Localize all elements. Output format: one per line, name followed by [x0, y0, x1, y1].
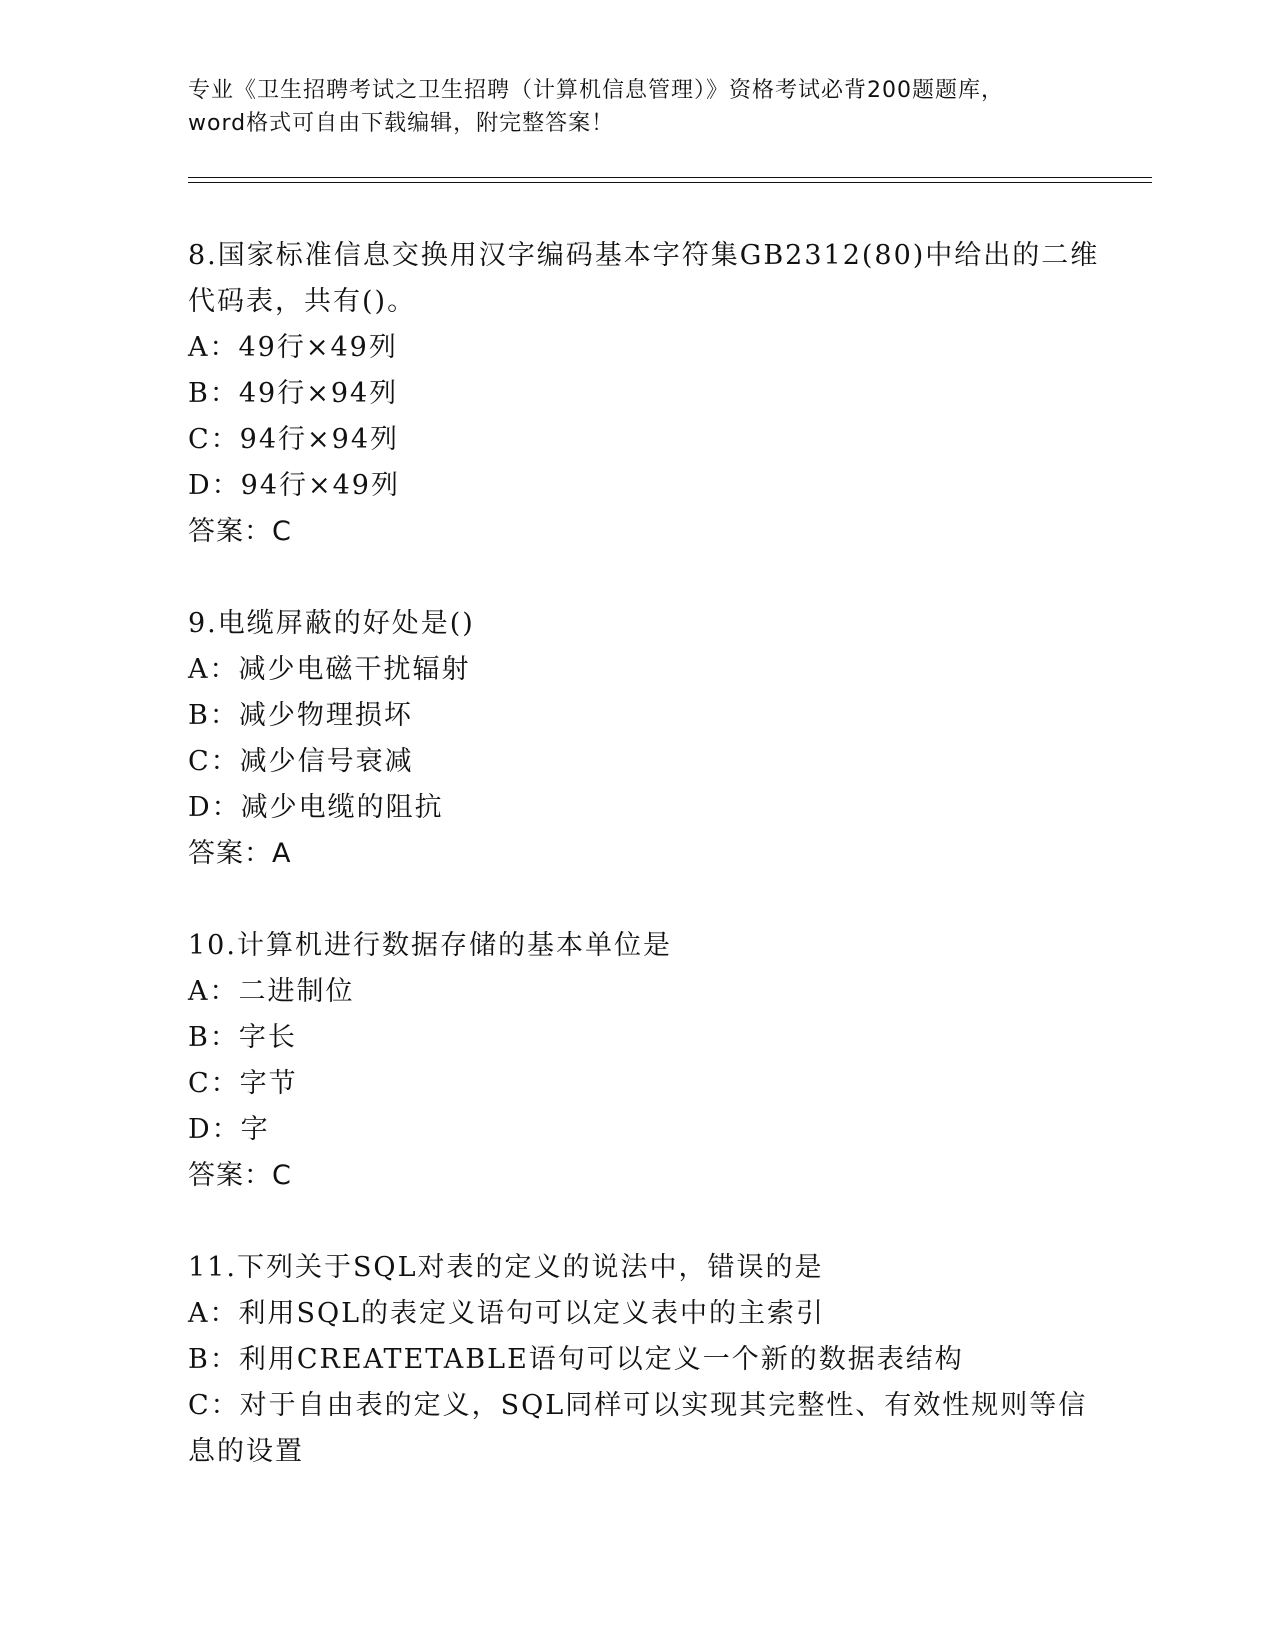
question-stem: 8.国家标准信息交换用汉字编码基本字符集GB2312(80)中给出的二维	[188, 240, 1100, 271]
question-10	[188, 923, 1068, 1199]
header-line-2: word格式可自由下载编辑，附完整答案！	[188, 111, 615, 136]
document-header	[188, 74, 1088, 140]
option-b: B：减少物理损坏	[188, 700, 413, 731]
option-b: B：字长	[188, 1022, 297, 1053]
option-c: C：对于自由表的定义，SQL同样可以实现其完整性、有效性规则等信	[188, 1390, 1088, 1421]
question-11	[188, 1245, 1088, 1475]
option-a: A：49行×49列	[188, 332, 398, 363]
header-divider-top	[188, 177, 1152, 178]
answer-label: 答案：A	[188, 838, 292, 869]
question-stem: 10.计算机进行数据存储的基本单位是	[188, 930, 672, 961]
option-d: D：减少电缆的阻抗	[188, 792, 444, 823]
option-c: C：94行×94列	[188, 424, 399, 455]
option-a: A：利用SQL的表定义语句可以定义表中的主索引	[188, 1298, 826, 1329]
option-d: D：字	[188, 1114, 270, 1145]
question-stem: 9.电缆屏蔽的好处是()	[188, 608, 475, 639]
question-stem-continued: 代码表，共有()。	[188, 286, 417, 317]
header-divider-bottom	[188, 182, 1152, 183]
option-b: B：49行×94列	[188, 378, 399, 409]
header-line-1: 专业《卫生招聘考试之卫生招聘（计算机信息管理）》资格考试必背200题题库，	[188, 78, 1004, 103]
answer-label: 答案：C	[188, 516, 292, 547]
option-b: B：利用CREATETABLE语句可以定义一个新的数据表结构	[188, 1344, 964, 1375]
answer-label: 答案：C	[188, 1160, 292, 1191]
question-stem: 11.下列关于SQL对表的定义的说法中，错误的是	[188, 1252, 824, 1283]
option-c: C：减少信号衰减	[188, 746, 414, 777]
question-list	[188, 233, 1100, 1521]
question-8	[188, 233, 1100, 555]
option-a: A：二进制位	[188, 976, 355, 1007]
option-c-continued: 息的设置	[188, 1436, 304, 1467]
option-c: C：字节	[188, 1068, 298, 1099]
question-9	[188, 601, 1068, 877]
option-d: D：94行×49列	[188, 470, 400, 501]
option-a: A：减少电磁干扰辐射	[188, 654, 471, 685]
